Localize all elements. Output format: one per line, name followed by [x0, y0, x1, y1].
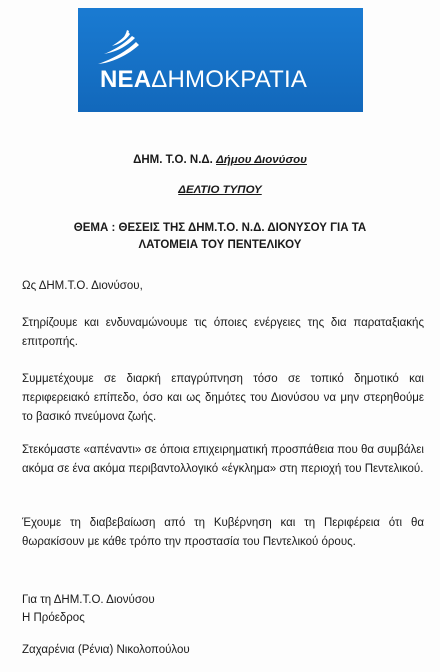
subject-heading [20, 220, 420, 254]
subject-line-1: ΘΕΜΑ : ΘΕΣΕΙΣ ΤΗΣ ΔΗΜ.Τ.Ο. Ν.Δ. ΔΙΟΝΥΣΟΥ ΓΙΑ ΤΑ [73, 222, 367, 234]
paragraph-3: Στεκόμαστε «απέναντι» σε όποια επιχειρηματική προσπάθεια που θα συμβάλει ακόμα σε ένα ακόμα περιβαντολλογικό «έγκλημα» στη περιοχή του Πεντελικού. [22, 444, 424, 475]
paragraph-1: Στηρίζουμε και ενδυναμώνουμε τις όποιες ενέργειες της δια παραταξιακής επιτροπής. [22, 317, 424, 348]
greeting: Ως ΔΗΜ.Τ.Ο. Διονύσου, [22, 280, 143, 292]
logo-text-bold: ΝΕΑ [100, 66, 152, 93]
signature-organization: Για τη ΔΗΜ.Τ.Ο. Διονύσου [22, 594, 155, 606]
nea-dimokratia-logo [78, 8, 363, 112]
org-suffix: Δήμου Διονύσου [216, 154, 307, 166]
subject-line-2: ΛΑΤΟΜΕΙΑ ΤΟΥ ΠΕΝΤΕΛΙΚΟΥ [138, 239, 302, 251]
organization-heading [0, 152, 440, 169]
press-release-title: ΔΕΛΤΙΟ ΤΥΠΟΥ [178, 184, 262, 196]
signature-title: Η Πρόεδρος [22, 612, 85, 624]
logo-wordmark [100, 66, 307, 94]
org-prefix: ΔΗΜ. Τ.Ο. Ν.Δ. [133, 154, 213, 166]
paragraph-2: Συμμετέχουμε σε διαρκή επαγρύπνηση τόσο σε τοπικό δημοτικό και περιφερειακό επίπεδο, όσο και ως δημότες του Διονύσου να μην στερηθούμε το βασικό πνεύμονα ζωής. [22, 373, 424, 423]
paragraph-4: Έχουμε τη διαβεβαίωση από τη Κυβέρνηση και τη Περιφέρεια ότι θα θωρακίσουν με κάθε τρόπο την προστασία του Πεντελικού όρους. [22, 517, 424, 548]
logo-text-light: ΔΗΜΟΚΡΑΤΙΑ [151, 66, 308, 93]
signature-name: Ζαχαρένια (Ρένια) Νικολοπούλου [22, 644, 190, 656]
